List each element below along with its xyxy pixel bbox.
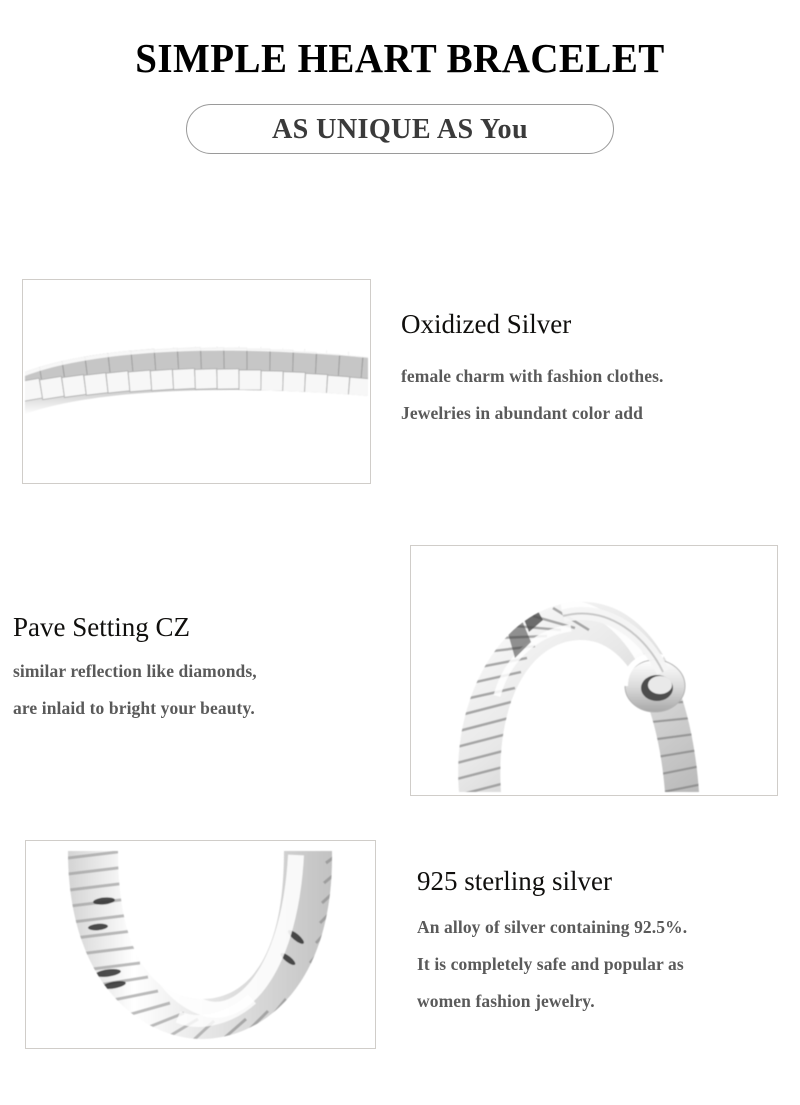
feature-text-pave-setting-cz bbox=[13, 611, 257, 727]
product-photo-pave-setting-cz bbox=[410, 545, 778, 796]
feature-body-line: women fashion jewelry. bbox=[417, 991, 595, 1011]
page-title: SIMPLE HEART BRACELET bbox=[135, 35, 665, 81]
feature-body-line: female charm with fashion clothes. bbox=[401, 366, 664, 386]
product-photo-oxidized-silver bbox=[22, 279, 371, 484]
bracelet-chain-illustration bbox=[23, 280, 370, 483]
feature-body-line: An alloy of silver containing 92.5%. bbox=[417, 917, 688, 937]
feature-body-925-sterling-silver bbox=[417, 909, 687, 1020]
feature-body-pave-setting-cz bbox=[13, 653, 257, 727]
feature-title-pave-setting-cz: Pave Setting CZ bbox=[13, 612, 190, 642]
bangle-clasp-illustration bbox=[411, 546, 777, 795]
u-shaped-chain-illustration bbox=[26, 841, 375, 1048]
feature-body-line: are inlaid to bright your beauty. bbox=[13, 698, 255, 718]
subtitle-pill bbox=[186, 104, 614, 154]
product-photo-925-sterling-silver bbox=[25, 840, 376, 1049]
feature-body-line: Jewelries in abundant color add bbox=[401, 403, 643, 423]
feature-body-line: It is completely safe and popular as bbox=[417, 954, 684, 974]
feature-text-925-sterling-silver bbox=[417, 865, 687, 1020]
feature-title-925-sterling-silver: 925 sterling silver bbox=[417, 866, 612, 896]
subtitle-text: AS UNIQUE AS You bbox=[271, 113, 529, 145]
feature-body-line: similar reflection like diamonds, bbox=[13, 661, 257, 681]
feature-text-oxidized-silver bbox=[401, 308, 663, 432]
feature-title-oxidized-silver: Oxidized Silver bbox=[401, 309, 572, 339]
feature-body-oxidized-silver bbox=[401, 358, 663, 432]
